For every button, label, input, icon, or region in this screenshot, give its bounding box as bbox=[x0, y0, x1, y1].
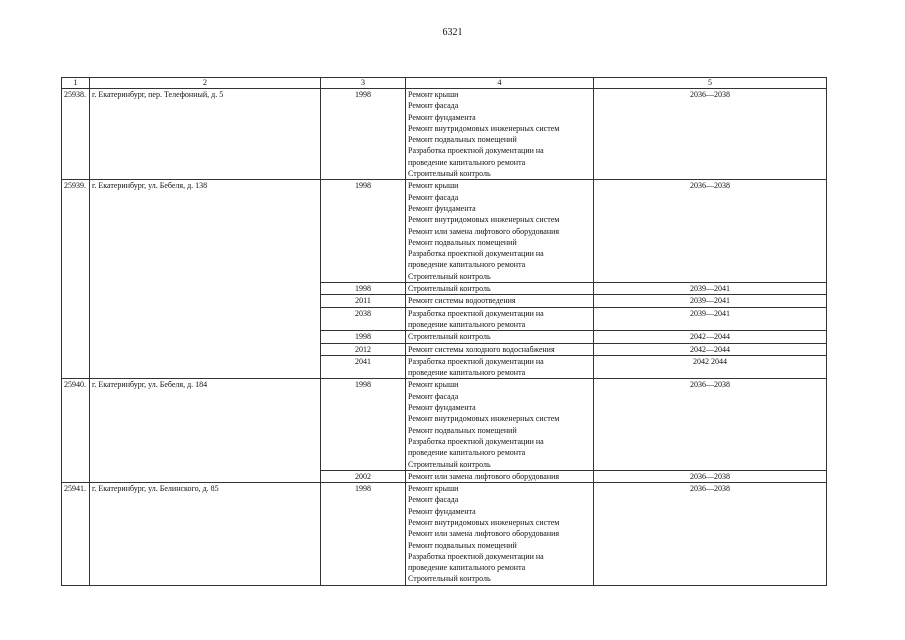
build-year-cell: 1998 bbox=[321, 180, 406, 283]
column-header-row bbox=[62, 78, 827, 89]
works-cell bbox=[406, 89, 594, 180]
work-item: Ремонт фасада bbox=[408, 192, 459, 202]
work-item: Разработка проектной документации на bbox=[408, 146, 544, 156]
work-item: Строительный контроль bbox=[408, 284, 491, 294]
works-cell bbox=[406, 180, 594, 283]
planned-period-cell: 2039—2041 bbox=[594, 283, 827, 295]
build-year-cell: 1998 bbox=[321, 283, 406, 295]
build-year-cell: 2011 bbox=[321, 295, 406, 307]
planned-period-cell: 2036—2038 bbox=[594, 180, 827, 283]
works-cell bbox=[406, 295, 594, 307]
works-cell bbox=[406, 331, 594, 343]
column-header: 4 bbox=[406, 78, 594, 89]
entry-address: г. Екатеринбург, ул. Белинского, д. 85 bbox=[90, 483, 321, 586]
works-cell bbox=[406, 483, 594, 586]
work-item: проведение капитального ремонта bbox=[408, 157, 526, 167]
work-item: Ремонт внутридомовых инженерных систем bbox=[408, 414, 560, 424]
column-header: 1 bbox=[62, 78, 90, 89]
work-item: проведение капитального ремонта bbox=[408, 448, 526, 458]
column-header: 2 bbox=[90, 78, 321, 89]
planned-period-cell: 2039—2041 bbox=[594, 295, 827, 307]
work-item: Ремонт крыши bbox=[408, 90, 459, 99]
entry-number: 25941. bbox=[62, 483, 90, 586]
table-row bbox=[62, 89, 827, 180]
work-item: Ремонт внутридомовых инженерных систем bbox=[408, 215, 560, 225]
work-item: Ремонт системы водоотведения bbox=[408, 296, 516, 306]
work-item: Разработка проектной документации на bbox=[408, 308, 544, 318]
entry-number: 25938. bbox=[62, 89, 90, 180]
table-row bbox=[62, 379, 827, 470]
work-item: Разработка проектной документации на bbox=[408, 356, 544, 366]
work-item: проведение капитального ремонта bbox=[408, 563, 526, 573]
planned-period-cell: 2042—2044 bbox=[594, 343, 827, 355]
build-year-cell: 1998 bbox=[321, 379, 406, 470]
work-item: Ремонт крыши bbox=[408, 484, 459, 494]
table-body bbox=[62, 78, 827, 586]
work-item: Разработка проектной документации на bbox=[408, 436, 544, 446]
repair-schedule-table bbox=[61, 77, 827, 586]
work-item: Ремонт внутридомовых инженерных систем bbox=[408, 517, 560, 527]
entry-number: 25940. bbox=[62, 379, 90, 483]
work-item: Ремонт подвальных помещений bbox=[408, 425, 517, 435]
work-item: Строительный контроль bbox=[408, 459, 491, 469]
work-item: Разработка проектной документации на bbox=[408, 249, 544, 259]
work-item: Ремонт подвальных помещений bbox=[408, 237, 517, 247]
column-header: 5 bbox=[594, 78, 827, 89]
build-year-cell: 2041 bbox=[321, 355, 406, 379]
work-item: Строительный контроль bbox=[408, 574, 491, 584]
work-item: Строительный контроль bbox=[408, 332, 491, 342]
planned-period-cell: 2039—2041 bbox=[594, 307, 827, 331]
work-item: Ремонт крыши bbox=[408, 181, 459, 191]
planned-period-cell: 2042 2044 bbox=[594, 355, 827, 379]
work-item: Ремонт внутридомовых инженерных систем bbox=[408, 123, 560, 133]
work-item: Ремонт или замена лифтового оборудования bbox=[408, 226, 560, 236]
page-number: 6321 bbox=[442, 27, 463, 38]
work-item: проведение капитального ремонта bbox=[408, 368, 526, 378]
work-item: Ремонт подвальных помещений bbox=[408, 540, 517, 550]
entry-number: 25939. bbox=[62, 180, 90, 379]
work-item: Строительный контроль bbox=[408, 271, 491, 281]
planned-period-cell: 2036—2038 bbox=[594, 89, 827, 180]
work-item: проведение капитального ремонта bbox=[408, 260, 526, 270]
work-item: Строительный контроль bbox=[408, 169, 491, 179]
works-cell bbox=[406, 470, 594, 482]
work-item: Ремонт фундамента bbox=[408, 403, 476, 413]
planned-period-cell: 2042—2044 bbox=[594, 331, 827, 343]
works-cell bbox=[406, 307, 594, 331]
work-item: Разработка проектной документации на bbox=[408, 551, 544, 561]
planned-period-cell: 2036—2038 bbox=[594, 379, 827, 470]
work-item: Ремонт или замена лифтового оборудования bbox=[408, 471, 560, 481]
work-item: Ремонт фундамента bbox=[408, 506, 476, 516]
table-row bbox=[62, 483, 827, 586]
work-item: Ремонт подвальных помещений bbox=[408, 135, 517, 145]
planned-period-cell: 2036—2038 bbox=[594, 483, 827, 586]
build-year-cell: 1998 bbox=[321, 89, 406, 180]
work-item: Ремонт системы холодного водоснабжения bbox=[408, 344, 555, 354]
build-year-cell: 1998 bbox=[321, 331, 406, 343]
work-item: проведение капитального ремонта bbox=[408, 319, 526, 329]
build-year-cell: 1998 bbox=[321, 483, 406, 586]
works-cell bbox=[406, 379, 594, 470]
work-item: Ремонт фасада bbox=[408, 495, 459, 505]
works-cell bbox=[406, 355, 594, 379]
column-header: 3 bbox=[321, 78, 406, 89]
work-item: Ремонт фасада bbox=[408, 391, 459, 401]
entry-address: г. Екатеринбург, ул. Бебеля, д. 138 bbox=[90, 180, 321, 379]
entry-address: г. Екатеринбург, ул. Бебеля, д. 184 bbox=[90, 379, 321, 483]
table-row bbox=[62, 180, 827, 283]
works-cell bbox=[406, 343, 594, 355]
works-cell bbox=[406, 283, 594, 295]
build-year-cell: 2038 bbox=[321, 307, 406, 331]
build-year-cell: 2002 bbox=[321, 470, 406, 482]
build-year-cell: 2012 bbox=[321, 343, 406, 355]
work-item: Ремонт или замена лифтового оборудования bbox=[408, 529, 560, 539]
work-item: Ремонт фундамента bbox=[408, 112, 476, 122]
entry-address: г. Екатеринбург, пер. Телефонный, д. 5 bbox=[90, 89, 321, 180]
work-item: Ремонт фасада bbox=[408, 101, 459, 111]
planned-period-cell: 2036—2038 bbox=[594, 470, 827, 482]
work-item: Ремонт фундамента bbox=[408, 203, 476, 213]
work-item: Ремонт крыши bbox=[408, 380, 459, 390]
